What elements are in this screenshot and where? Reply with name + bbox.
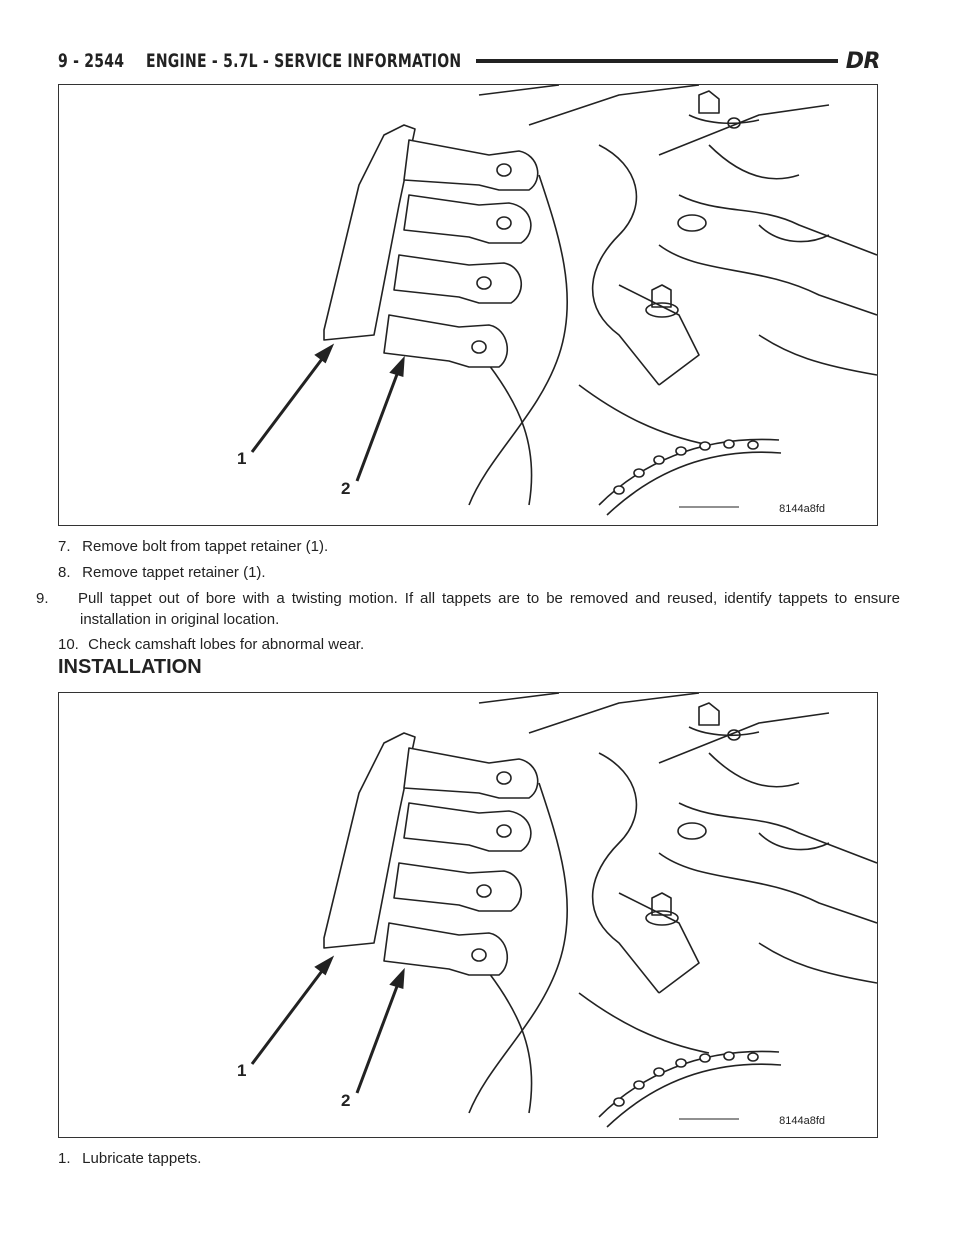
header-rule [476, 59, 838, 63]
callout-2: 2 [341, 479, 351, 498]
installation-step-1 [58, 1148, 878, 1169]
page-number: 9 - 2544 [58, 50, 125, 72]
step-text: Remove tappet retainer (1). [82, 564, 266, 581]
figure-code: 8144a8fd [779, 1115, 825, 1127]
figure-code: 8144a8fd [779, 503, 825, 515]
removal-step-7 [58, 536, 878, 557]
step-number: 1. [58, 1150, 71, 1167]
step-number: 7. [58, 538, 71, 555]
callout-1: 1 [237, 449, 247, 468]
step-text: Pull tappet out of bore with a twisting motion. If all tappets are to be removed and reused, identify tappets to ensure installation in original location. [78, 590, 900, 628]
step-number: 10. [58, 636, 79, 653]
callout-2: 2 [341, 1091, 351, 1110]
removal-step-10 [58, 634, 878, 655]
section-title-installation: INSTALLATION [58, 656, 202, 678]
callout-1: 1 [237, 1061, 247, 1080]
figure-tappet-retainer-removal [58, 84, 878, 526]
step-text: Remove bolt from tappet retainer (1). [82, 538, 329, 555]
tappet-illustration [59, 693, 877, 1137]
step-number: 8. [58, 564, 71, 581]
step-number: 9. [36, 590, 49, 607]
step-text: Lubricate tappets. [82, 1150, 202, 1167]
tappet-illustration [59, 85, 877, 525]
page-header [58, 46, 880, 76]
removal-step-9 [36, 588, 900, 630]
step-text: Check camshaft lobes for abnormal wear. [88, 636, 365, 653]
brand-logo: DR [845, 48, 880, 74]
removal-step-8 [58, 562, 878, 583]
figure-tappet-installation [58, 692, 878, 1138]
section-header-title: ENGINE - 5.7L - SERVICE INFORMATION [146, 50, 462, 72]
